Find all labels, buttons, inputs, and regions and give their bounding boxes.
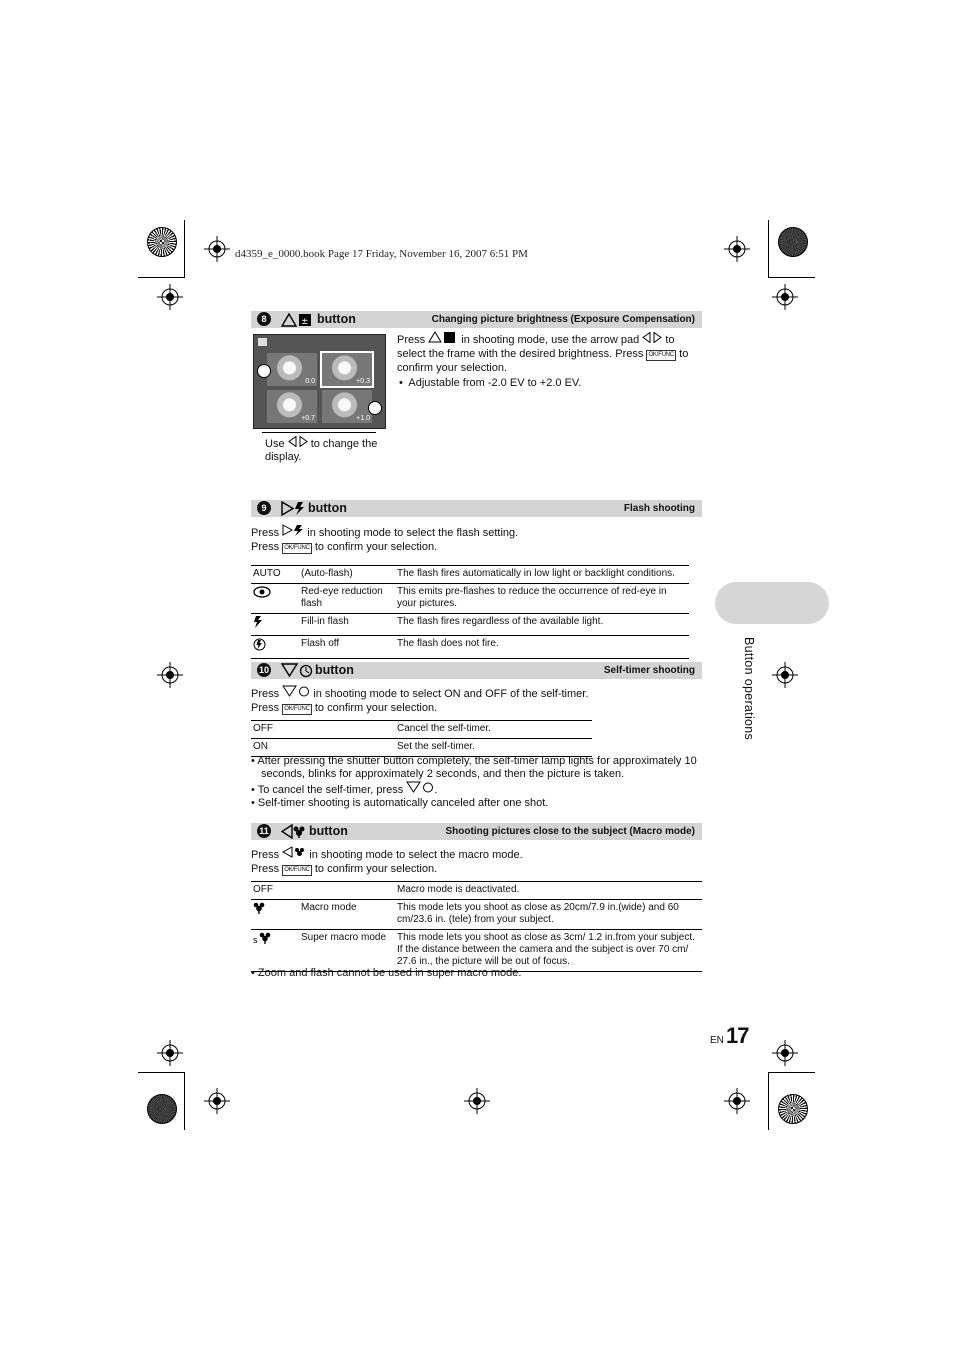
bullet-item: • After pressing the shutter button completely, the self-timer lamp lights for approximately 10 seconds, blinks for approximately 2 seconds, and then the picture is taken. — [251, 755, 697, 780]
section-number: 8 — [257, 312, 271, 326]
right-arrow-flash-icon — [282, 524, 304, 536]
caption-bracket — [262, 432, 376, 433]
desc-cell: This emits pre-flashes to reduce the occurrence of red-eye in your pictures. — [395, 584, 689, 614]
preview-thumb: +1.0 — [322, 390, 372, 423]
crop-mark — [184, 1072, 185, 1130]
crosshair-icon — [204, 1088, 230, 1114]
table-row — [251, 721, 592, 739]
red-eye-icon — [251, 584, 299, 614]
self-timer-instructions: Press in shooting mode to select ON and OFF of the self-timer. Press OK/FUNC to confirm your selection. — [251, 685, 588, 715]
bullet-item: • Adjustable from -2.0 EV to +2.0 EV. — [399, 377, 582, 389]
crosshair-icon — [724, 1088, 750, 1114]
ok-func-icon: OK/FUNC — [282, 865, 312, 876]
flash-off-icon — [251, 636, 299, 659]
crop-mark — [184, 220, 185, 278]
right-scroll-icon — [368, 401, 382, 415]
mode-cell: AUTO — [251, 566, 299, 584]
section-number: 11 — [257, 824, 271, 838]
bullet-item: • Self-timer shooting is automatically canceled after one shot. — [251, 797, 549, 809]
bullet-item: • To cancel the self-timer, press . — [251, 781, 703, 797]
crosshair-icon — [157, 662, 183, 688]
table-row — [251, 882, 702, 900]
section-bar-flash — [251, 500, 702, 517]
flash-instructions: Press in shooting mode to select the flash setting. Press OK/FUNC to confirm your selection. — [251, 524, 518, 554]
ok-func-icon: OK/FUNC — [646, 350, 676, 361]
crop-mark — [768, 220, 769, 278]
crop-mark — [768, 1072, 769, 1130]
up-arrow-exposure-icon — [281, 312, 313, 327]
left-right-arrow-icon — [642, 332, 662, 343]
desc-cell: The flash fires regardless of the available light. — [395, 614, 689, 636]
page-number: 17 — [726, 1023, 749, 1048]
desc-cell: Macro mode is deactivated. — [395, 882, 702, 900]
down-arrow-self-timer-icon — [282, 685, 310, 697]
registration-sunburst-icon — [778, 1094, 808, 1124]
mode-cell: ON — [251, 739, 395, 757]
button-label: button — [309, 824, 348, 838]
macro-mode-table — [251, 881, 702, 972]
up-arrow-exposure-icon — [428, 331, 458, 343]
mode-cell: OFF — [251, 882, 299, 900]
desc-cell: The flash fires automatically in low light or backlight conditions. — [395, 566, 689, 584]
table-row — [251, 614, 689, 636]
crosshair-icon — [157, 284, 183, 310]
registration-sunburst-icon — [778, 227, 808, 257]
down-arrow-self-timer-icon — [406, 781, 434, 793]
chapter-label: Button operations — [742, 637, 756, 741]
svg-text:s: s — [253, 936, 258, 944]
section-subtitle: Shooting pictures close to the subject (Macro mode) — [445, 826, 695, 837]
name-cell: Macro mode — [299, 900, 395, 930]
button-label: button — [317, 312, 356, 326]
desc-cell: Cancel the self-timer. — [395, 721, 592, 739]
name-cell: Super macro mode — [299, 930, 395, 972]
preview-caption: Use to change the display. — [265, 438, 378, 463]
table-row — [251, 739, 592, 757]
table-row — [251, 636, 689, 659]
self-timer-table — [251, 720, 592, 757]
table-row — [251, 566, 689, 584]
section-subtitle: Flash shooting — [623, 503, 695, 514]
registration-sunburst-icon — [147, 1094, 177, 1124]
flash-mode-table — [251, 565, 689, 659]
macro-instructions: Press in shooting mode to select the macro mode. Press OK/FUNC to confirm your selection. — [251, 846, 523, 876]
name-cell: Red-eye reduction flash — [299, 584, 395, 614]
section-number: 10 — [258, 665, 269, 675]
self-timer-notes — [251, 755, 703, 810]
svg-text:±: ± — [301, 317, 309, 327]
right-arrow-flash-icon — [281, 501, 305, 516]
section-bar-self-timer — [251, 662, 702, 679]
crosshair-icon — [772, 662, 798, 688]
crosshair-icon — [464, 1088, 490, 1114]
section-subtitle: Self-timer shooting — [603, 665, 695, 676]
section-number: 9 — [257, 501, 271, 515]
crosshair-icon — [772, 284, 798, 310]
crosshair-icon — [204, 236, 230, 262]
flash-icon — [251, 614, 299, 636]
section-bar-exposure — [251, 311, 702, 328]
exposure-preview-screen — [253, 334, 386, 429]
crop-mark — [768, 277, 815, 278]
left-arrow-macro-icon — [281, 824, 307, 839]
preview-thumb: +0.3 — [322, 353, 372, 386]
exposure-description: Press in shooting mode, use the arrow pad to select the frame with the desired brightness. Press OK/FUNC to confirm your selection. — [397, 331, 702, 375]
left-scroll-icon — [257, 364, 271, 378]
crop-mark — [138, 1072, 185, 1073]
desc-cell: This mode lets you shoot as close as 3cm/ 1.2 in.from your subject. If the distance between the camera and the subject is over 70 cm/ 27.6 in., the picture will be out of focus. — [395, 930, 702, 972]
mode-cell: OFF — [251, 721, 395, 739]
name-cell: Flash off — [299, 636, 395, 659]
crosshair-icon — [772, 1040, 798, 1066]
desc-cell: This mode lets you shoot as close as 20cm/7.9 in.(wide) and 60 cm/23.6 in. (tele) from your subject. — [395, 900, 702, 930]
down-arrow-self-timer-icon — [281, 663, 313, 678]
table-row — [251, 900, 702, 930]
crosshair-icon — [157, 1040, 183, 1066]
crop-mark — [138, 277, 185, 278]
name-cell — [299, 882, 395, 900]
crosshair-icon — [724, 236, 750, 262]
desc-cell: Set the self-timer. — [395, 739, 592, 757]
section-subtitle: Changing picture brightness (Exposure Compensation) — [431, 314, 695, 325]
preview-thumb: +0.7 — [267, 390, 317, 423]
table-row — [251, 584, 689, 614]
language-code: EN — [710, 1035, 724, 1046]
name-cell: Fill-in flash — [299, 614, 395, 636]
preview-thumb: 0.0 — [267, 353, 317, 386]
left-arrow-macro-icon — [282, 846, 306, 858]
desc-cell: The flash does not fire. — [395, 636, 689, 659]
section-bar-macro — [251, 823, 702, 840]
file-info-header: d4359_e_0000.book Page 17 Friday, November 16, 2007 6:51 PM — [235, 248, 528, 260]
name-cell: (Auto-flash) — [299, 566, 395, 584]
ok-func-icon: OK/FUNC — [282, 543, 312, 554]
ok-func-icon: OK/FUNC — [282, 704, 312, 715]
bullet-item: • Zoom and flash cannot be used in super macro mode. — [251, 967, 522, 979]
crop-mark — [768, 1072, 815, 1073]
exposure-icon — [258, 338, 267, 346]
button-label: button — [308, 501, 347, 515]
chapter-tab — [715, 582, 829, 624]
button-label: button — [315, 663, 354, 677]
registration-sunburst-icon — [147, 227, 177, 257]
macro-icon — [251, 900, 299, 930]
